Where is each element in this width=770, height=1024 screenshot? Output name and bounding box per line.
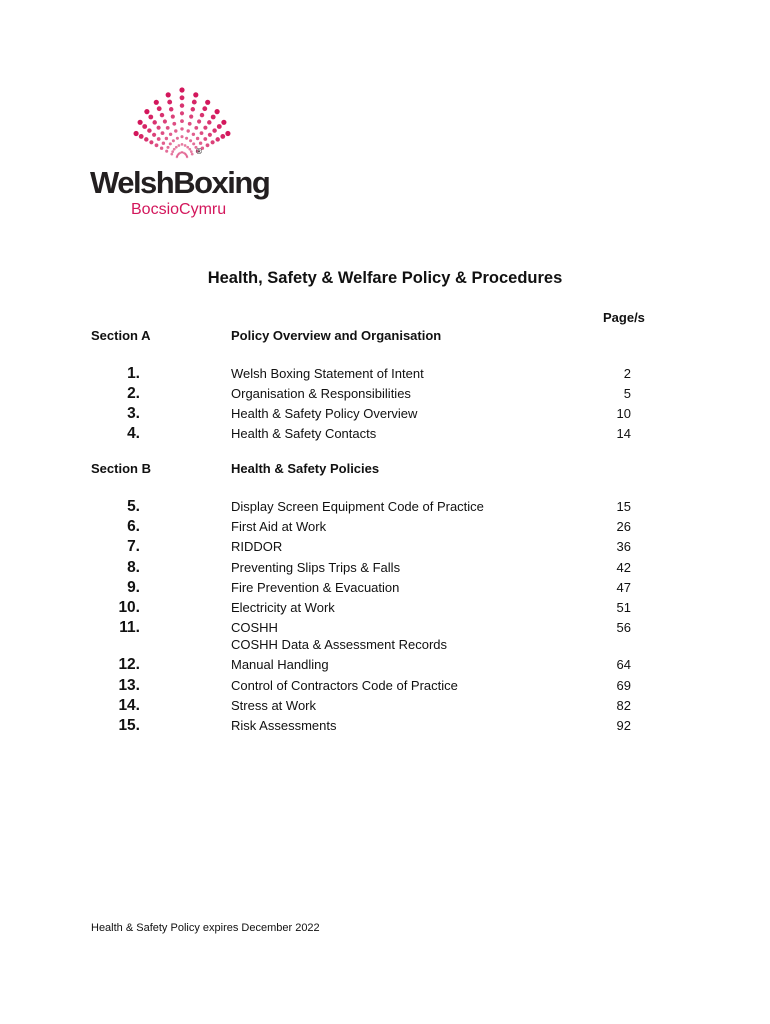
toc-page: 2	[623, 366, 631, 381]
logo-dot	[211, 115, 216, 120]
logo-dot	[197, 119, 201, 123]
toc-number: 8.	[127, 559, 140, 576]
logo-dot	[186, 129, 189, 132]
toc-entry: Electricity at Work	[231, 600, 335, 615]
toc-page: 26	[616, 519, 631, 534]
toc-number: 9.	[127, 579, 140, 596]
logo-dot	[171, 115, 175, 119]
toc-page: 82	[616, 698, 631, 713]
logo-dot	[196, 137, 199, 140]
logo-dot	[169, 142, 172, 145]
logo-dot	[225, 131, 230, 136]
logo-dot	[203, 126, 207, 130]
logo-dot	[180, 103, 184, 107]
toc-page: 10	[616, 406, 631, 421]
logo-dot	[163, 119, 167, 123]
logo-dot	[179, 87, 184, 92]
logo-dot	[170, 153, 173, 156]
logo-dot	[202, 106, 207, 111]
logo-dot	[165, 137, 168, 140]
logo-dot	[208, 133, 212, 137]
logo-dot	[180, 127, 183, 130]
logo-dot	[217, 124, 222, 129]
section-b-label: Section B	[91, 461, 151, 476]
toc-entry: Health & Safety Policy Overview	[231, 406, 418, 421]
logo-dot	[211, 140, 215, 144]
toc-number: 15.	[118, 717, 140, 734]
logo-dot	[192, 142, 195, 145]
toc-page: 42	[616, 560, 631, 575]
toc-entry: RIDDOR	[231, 539, 283, 554]
toc-page: 36	[616, 539, 631, 554]
brand-name: WelshBoxing	[90, 165, 270, 200]
toc-page: 5	[623, 386, 631, 401]
logo-dot	[157, 126, 161, 130]
logo-dot	[162, 141, 165, 144]
logo-dot	[180, 135, 183, 138]
toc-number: 14.	[118, 697, 140, 714]
logo-dot	[149, 140, 153, 144]
toc-number: 3.	[127, 405, 140, 422]
logo-dot	[192, 133, 195, 136]
logo-dot	[181, 143, 184, 146]
logo-dot	[221, 120, 226, 125]
section-a-title: Policy Overview and Organisation	[231, 328, 442, 343]
pages-column-header: Page/s	[603, 310, 645, 325]
logo-dot	[167, 100, 172, 105]
toc-entry: Risk Assessments	[231, 718, 337, 733]
logo-dot	[200, 131, 204, 135]
logo-dot	[194, 126, 198, 130]
logo-dot	[166, 92, 171, 97]
logo-dot	[172, 122, 176, 126]
registered-mark: ®	[195, 147, 203, 156]
brand-subtitle: BocsioCymru	[131, 201, 227, 218]
logo-dot	[160, 146, 163, 149]
logo-dot	[139, 134, 144, 139]
logo-dot	[200, 113, 204, 117]
logo-dot	[169, 107, 173, 111]
toc-number: 12.	[118, 656, 140, 673]
logo-dot	[220, 134, 225, 139]
logo-dot	[206, 143, 210, 147]
toc-entry: First Aid at Work	[231, 519, 327, 534]
logo-dot	[147, 128, 151, 132]
logo-dot	[165, 150, 168, 153]
toc-entry: Stress at Work	[231, 698, 317, 713]
logo-dot	[180, 111, 184, 115]
toc-entry-subline: COSHH Data & Assessment Records	[231, 637, 448, 652]
logo-dot	[189, 115, 193, 119]
logo-dot	[191, 107, 195, 111]
logo-dot	[161, 131, 165, 135]
toc-entry: Display Screen Equipment Code of Practice	[231, 499, 484, 514]
toc-entry: Organisation & Responsibilities	[231, 386, 411, 401]
toc-entry: Control of Contractors Code of Practice	[231, 678, 458, 693]
logo-dot	[166, 126, 170, 130]
toc-entry: Manual Handling	[231, 657, 329, 672]
toc-entry: Preventing Slips Trips & Falls	[231, 560, 401, 575]
logo-dot	[148, 115, 153, 120]
toc-number: 6.	[127, 518, 140, 535]
toc-page: 51	[616, 600, 631, 615]
logo-dot	[212, 128, 216, 132]
logo-dot	[199, 141, 202, 144]
section-a-label: Section A	[91, 328, 151, 343]
logo-dot	[190, 150, 193, 153]
toc-page: 64	[616, 657, 631, 672]
toc-page: 69	[616, 678, 631, 693]
logo-dot	[157, 137, 161, 141]
logo-dot	[171, 150, 174, 153]
logo-dot	[175, 146, 178, 149]
logo-dot	[144, 109, 149, 114]
toc-number: 5.	[127, 498, 140, 515]
toc-number: 2.	[127, 385, 140, 402]
logo-dot	[188, 122, 192, 126]
toc-number: 7.	[127, 538, 140, 555]
logo-dot	[205, 100, 210, 105]
logo-dot	[203, 137, 207, 141]
toc-page: 92	[616, 718, 631, 733]
logo-dot	[154, 100, 159, 105]
toc-page: 47	[616, 580, 631, 595]
footer-note: Health & Safety Policy expires December 2022	[91, 922, 320, 934]
logo-dot	[184, 144, 187, 147]
toc-number: 4.	[127, 425, 140, 442]
toc-number: 11.	[119, 619, 140, 636]
logo-dot	[166, 146, 169, 149]
logo-dot	[176, 137, 179, 140]
logo-dot	[180, 119, 184, 123]
logo-dot	[192, 100, 197, 105]
logo-dot	[189, 139, 192, 142]
logo-dot	[138, 120, 143, 125]
logo-dot	[178, 144, 181, 147]
logo-dot	[185, 137, 188, 140]
logo-dot	[144, 137, 148, 141]
logo-dot	[160, 113, 164, 117]
document-title: Health, Safety & Welfare Policy & Procedures	[207, 269, 563, 287]
toc-entry: Welsh Boxing Statement of Intent	[231, 366, 424, 381]
toc-number: 1.	[127, 365, 140, 382]
logo-dot	[186, 146, 189, 149]
toc-page: 56	[616, 620, 631, 635]
logo-dot	[191, 153, 194, 156]
toc-entry: Health & Safety Contacts	[231, 426, 377, 441]
toc-page: 15	[616, 499, 631, 514]
section-b-title: Health & Safety Policies	[231, 461, 380, 476]
logo-dot	[215, 109, 220, 114]
toc-page: 14	[616, 426, 631, 441]
toc-entry: COSHH	[231, 620, 278, 635]
logo-dot	[134, 131, 139, 136]
logo-dot	[152, 120, 156, 124]
logo-dot	[186, 156, 188, 158]
logo-dot	[180, 95, 185, 100]
logo-dot	[173, 148, 176, 151]
toc-entry: Fire Prevention & Evacuation	[231, 580, 400, 595]
logo-dot	[188, 148, 191, 151]
logo-dot	[157, 106, 162, 111]
logo-dot	[207, 120, 211, 124]
logo-dot	[215, 137, 219, 141]
logo-dot	[142, 124, 147, 129]
logo-dot	[169, 133, 172, 136]
toc-number: 10.	[118, 599, 140, 616]
toc-number: 13.	[118, 677, 140, 694]
logo-dot	[172, 139, 175, 142]
logo-dot	[193, 92, 198, 97]
logo-dot	[174, 129, 177, 132]
logo-dot	[155, 143, 159, 147]
logo-dot	[152, 133, 156, 137]
